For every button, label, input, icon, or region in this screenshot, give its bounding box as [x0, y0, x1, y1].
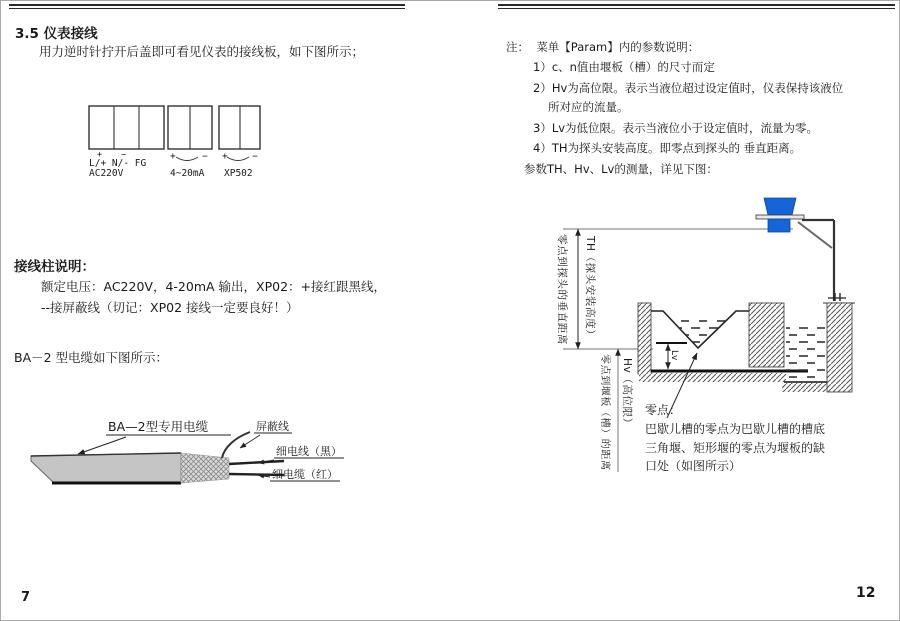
block3-minus-mark: −: [252, 151, 258, 162]
pool-ground-hatch: [782, 383, 830, 392]
th-label: TH（探头安装高度）: [584, 236, 596, 341]
cable-intro: BA－2 型电缆如下图所示：: [14, 350, 169, 365]
param-item-2: 2）Hv为高位限。表示当液位超过设定值时，仪表保持该液位: [533, 81, 844, 95]
right-page-top-rule: [498, 4, 895, 9]
zero-point-line3: 口处（如图所示）: [645, 459, 742, 473]
downstream-pool: [782, 303, 855, 392]
block2-label: 4~20mA: [170, 168, 205, 179]
param-item-4: 4）TH为探头安装高度。即零点到探头的 垂直距离。: [533, 141, 802, 155]
weir-right-wall: [749, 303, 784, 367]
param-items-footer: 参数TH、Hv、Lv的测量，详见下图：: [524, 162, 718, 176]
zero-point-title: 零点：: [645, 403, 682, 417]
black-wire-label: 细电线（黑）: [276, 445, 342, 458]
right-page-number: 12: [856, 585, 876, 601]
th-dim-label: 零点到探头的垂直距离: [556, 234, 568, 345]
probe-transducer: [768, 219, 790, 232]
cable-label: BA—2型专用电缆: [108, 419, 209, 434]
terminal-notes-line2: --接屏蔽线（切记：XP02 接线一定要良好！）: [41, 300, 299, 315]
note-heading: 菜单【Param】内的参数说明：: [536, 40, 700, 54]
left-page-number: 7: [21, 590, 31, 605]
param-item-3: 3）Lv为低位限。表示当液位小于设定值时，流量为零。: [533, 121, 819, 135]
terminal-notes-line1: 额定电压：AC220V，4-20mA 输出，XP02：+接红跟黑线，: [41, 279, 387, 294]
block3-plus-mark: +: [222, 151, 228, 162]
param-note-heading-row: [506, 39, 699, 55]
terminal-block-probe: [219, 106, 260, 179]
pool-right-wall: [827, 303, 852, 392]
hv-dimension: [599, 349, 634, 472]
shield-wire-label: 屏蔽线: [256, 420, 289, 433]
terminal-block-output: [168, 106, 212, 179]
block1-plus-mark: +: [97, 150, 103, 160]
measurement-diagram: [546, 184, 900, 489]
bracket-brace: [798, 222, 832, 248]
section-number: 3.5: [15, 26, 39, 42]
terminal-block-diagram: [86, 101, 266, 183]
chamber-ground-hatch: [639, 373, 786, 382]
block1-voltage-label: AC220V: [89, 168, 124, 179]
black-wire: [229, 461, 284, 464]
block2-minus-mark: −: [202, 151, 208, 162]
block2-plus-mark: +: [170, 151, 176, 162]
note-prefix: 注：: [506, 40, 529, 54]
shield-wire: [222, 432, 250, 458]
block1-minus-mark: −: [121, 150, 127, 160]
block2-tie-arc: [176, 157, 198, 161]
param-item-2-cont: 所对应的流量。: [548, 100, 629, 114]
terminal-block-power: [89, 106, 164, 179]
hv-label: Hv（高位限）: [621, 358, 633, 429]
red-wire-label: 细电缆（红）: [272, 468, 338, 481]
zero-point-line1: 巴歇儿槽的零点为巴歇儿槽的槽底: [645, 422, 826, 436]
probe-housing: [764, 198, 796, 215]
lv-dimension: [656, 343, 687, 369]
section-title: 仪表接线: [43, 26, 98, 42]
cable-label-group: [78, 419, 231, 454]
cable-diagram: [26, 414, 346, 506]
left-page-top-rule: [9, 4, 405, 9]
hv-dim-label: 零点到堰板（槽）的距离: [599, 354, 610, 471]
block3-label: XP502: [224, 168, 253, 179]
black-wire-label-group: [258, 444, 344, 463]
ultrasonic-probe: [756, 198, 804, 232]
block1-terminal-labels: L/+ N/- FG: [89, 158, 147, 169]
block3-tie-arc: [227, 157, 249, 161]
lv-label: Lv: [669, 350, 679, 361]
terminal-notes-heading: 接线柱说明：: [14, 259, 95, 275]
section-heading: [15, 22, 98, 42]
zero-point-line2: 三角堰、矩形堰的零点为堰板的缺: [645, 441, 826, 455]
probe-mounting-plate: [756, 215, 804, 219]
downstream-water-dashes: [786, 324, 825, 380]
mounting-bracket: [798, 220, 846, 301]
section-intro: 用力逆时针拧开后盖即可看见仪表的接线板，如下图所示；: [39, 44, 365, 59]
weir-left-wall: [638, 303, 651, 374]
param-item-1: 1）c、n值由堰板（槽）的尺寸而定: [533, 60, 715, 74]
th-dimension: [556, 229, 597, 349]
cable-body: [31, 453, 181, 483]
